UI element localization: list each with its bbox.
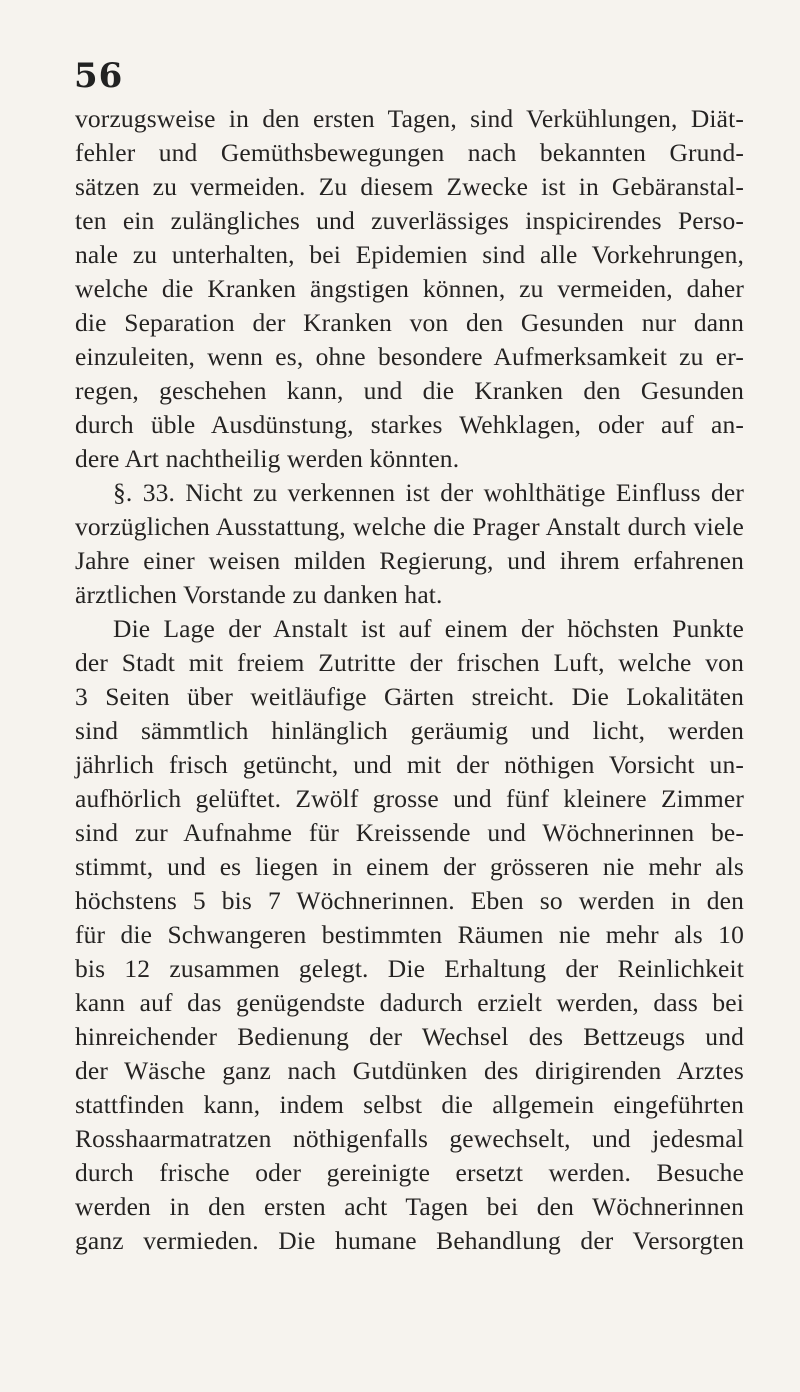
text-line: ärztlichen Vorstande zu danken hat. [75,580,443,609]
text-line: hinreichender Bedienung der Wechsel des Bettzeugs und [75,1022,744,1051]
text-line: regen, geschehen kann, und die Kranken den Gesunden [75,376,744,405]
text-line: fehler und Gemüthsbewegungen nach bekannten Grund- [75,138,744,167]
text-line: nale zu unterhalten, bei Epidemien sind alle Vorkehrungen, [75,240,744,269]
text-line: durch üble Ausdünstung, starkes Wehklagen, oder auf an- [75,410,744,439]
text-line: sind zur Aufnahme für Kreissende und Wöchnerinnen be- [75,818,744,847]
text-line: Rosshaarmatratzen nöthigenfalls gewechselt, und jedesmal [75,1124,744,1153]
text-line: der Stadt mit freiem Zutritte der frischen Luft, welche von [75,648,744,677]
text-line: kann auf das genügendste dadurch erzielt werden, dass bei [75,988,744,1017]
text-line: welche die Kranken ängstigen können, zu vermeiden, daher [75,274,744,303]
text-line: aufhörlich gelüftet. Zwölf grosse und fünf kleinere Zimmer [75,784,744,813]
text-line: §. 33. Nicht zu verkennen ist der wohlthätige Einfluss der [113,478,744,507]
text-line: 3 Seiten über weitläufige Gärten streicht. Die Lokalitäten [75,682,744,711]
text-line: vorzugsweise in den ersten Tagen, sind Verkühlungen, Diät- [75,104,744,133]
text-line: bis 12 zusammen gelegt. Die Erhaltung der Reinlichkeit [75,954,744,983]
text-line: stimmt, und es liegen in einem der grösseren nie mehr als [75,852,744,881]
text-line: die Separation der Kranken von den Gesunden nur dann [75,308,744,337]
text-line: einzuleiten, wenn es, ohne besondere Aufmerksamkeit zu er- [75,342,744,371]
text-line: werden in den ersten acht Tagen bei den Wöchnerinnen [75,1192,744,1221]
text-line: Jahre einer weisen milden Regierung, und ihrem erfahrenen [75,546,744,575]
text-line: sind sämmtlich hinlänglich geräumig und licht, werden [75,716,744,745]
text-line: stattfinden kann, indem selbst die allgemein eingeführten [75,1090,744,1119]
text-line: Die Lage der Anstalt ist auf einem der höchsten Punkte [113,614,744,643]
text-line: sätzen zu vermeiden. Zu diesem Zwecke ist in Gebäranstal- [75,172,744,201]
text-line: jährlich frisch getüncht, und mit der nöthigen Vorsicht un- [75,750,744,779]
text-line: der Wäsche ganz nach Gutdünken des dirigirenden Arztes [75,1056,744,1085]
text-line: durch frische oder gereinigte ersetzt werden. Besuche [75,1158,744,1187]
text-line: ganz vermieden. Die humane Behandlung der Versorgten [75,1226,744,1255]
text-line: dere Art nachtheilig werden könnten. [75,444,460,473]
text-line: für die Schwangeren bestimmten Räumen nie mehr als 10 [75,920,744,949]
text-line: vorzüglichen Ausstattung, welche die Prager Anstalt durch viele [75,512,744,541]
text-line: höchstens 5 bis 7 Wöchnerinnen. Eben so werden in den [75,886,744,915]
body-text [75,102,744,1258]
text-line: ten ein zulängliches und zuverlässiges inspicirendes Perso- [75,206,744,235]
page-number: 56 [74,56,124,96]
